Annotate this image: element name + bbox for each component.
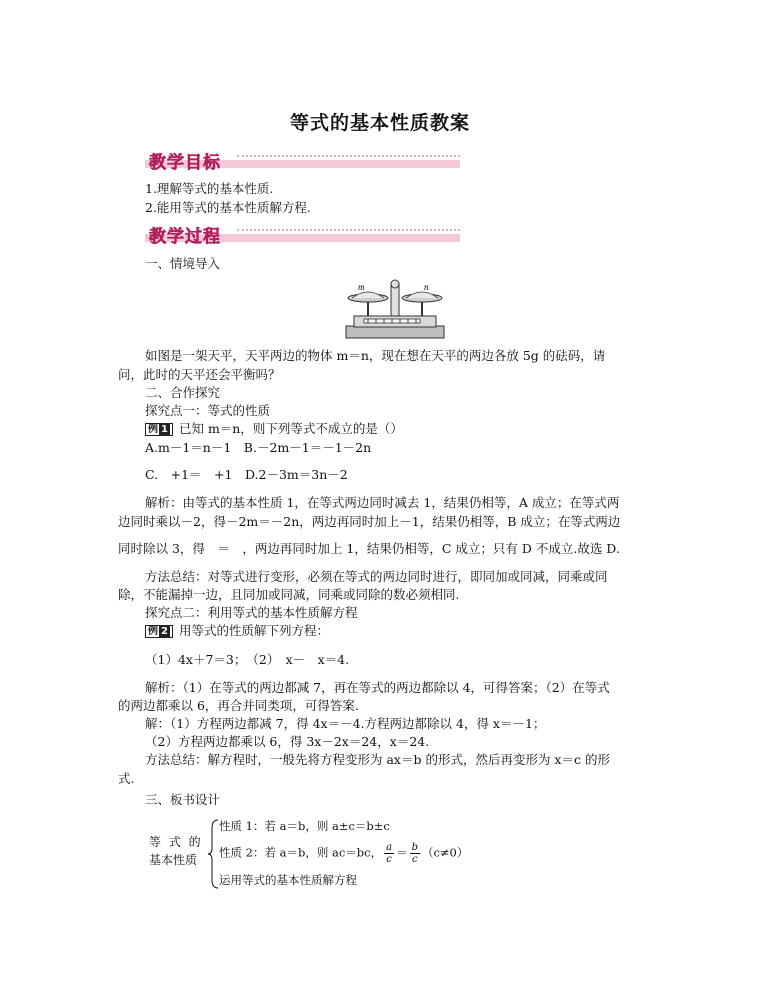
solution-line-2: （2）方程两边都乘以 6，得 3x－2x＝24，x＝24. [145, 734, 430, 749]
example2-question: 用等式的性质解下列方程： [178, 623, 329, 638]
example1-options-ab: A.m－1＝n－1 B.－2m－1＝－1－2n [145, 440, 372, 455]
summary2-line-1: 方法总结：解方程时，一般先将方程变形为 ax＝b 的形式，然后再变形为 x＝c 的形 [145, 752, 610, 767]
example2 [145, 623, 329, 639]
property-3: 运用等式的基本性质解方程 [219, 873, 357, 887]
point2-heading: 探究点二：利用等式的基本性质解方程 [145, 605, 358, 620]
example1-question: 已知 m＝n，则下列等式不成立的是（） [178, 421, 403, 436]
analysis1-line-2: 边同时乘以－2，得－2m＝－2n，两边再同时加上－1，结果仍相等，B 成立；在等式两边 [118, 514, 621, 529]
scale-label-m: m [358, 282, 365, 292]
frac-a-over-c: $\frac{a}{c}$ [386, 842, 393, 865]
frac-b-over-c: $\frac{b}{c}$ [411, 842, 418, 865]
brace-icon [207, 818, 219, 890]
point1-heading: 探究点一：等式的性质 [145, 403, 271, 418]
process-banner-label: 教学过程 [149, 227, 221, 247]
example2-tag: 例 2 [145, 625, 173, 638]
analysis2-line-2: 的两边都乘以 6，再合并同类项，可得答案. [118, 698, 359, 713]
goal-1: 1.理解等式的基本性质. [145, 181, 274, 196]
example1 [145, 421, 403, 437]
balance-scale-illustration [340, 276, 450, 340]
example1-options-cd: C. +1＝ +1 D.2－3m＝3n－2 [145, 467, 348, 482]
process-banner [145, 224, 460, 247]
summary1-line-1: 方法总结：对等式进行变形，必须在等式的两边同时进行，即同加或同减，同乘或同 [145, 569, 608, 584]
scale-label-n: n [424, 282, 429, 292]
board-title-line-1: 等 式 的 [149, 835, 203, 849]
goals-banner [145, 150, 460, 173]
property-1: 性质 1：若 a＝b，则 a±c＝b±c [219, 819, 390, 833]
summary1-line-2: 除，不能漏掉一边，且同加或同减，同乘或同除的数必须相同. [118, 587, 460, 602]
board-design [145, 818, 505, 890]
intro-line-1: 如图是一架天平，天平两边的物体 m＝n，现在想在天平的两边各放 5g 的砝码，请 [145, 348, 606, 363]
solution-line-1: 解：（1）方程两边都减 7，得 4x＝－4.方程两边都除以 4，得 x＝－1； [145, 716, 546, 731]
example2-equations: （1）4x＋7＝3； （2） x－ x＝4. [145, 652, 350, 667]
part2-heading: 二、合作探究 [145, 385, 221, 400]
goal-2: 2.能用等式的基本性质解方程. [145, 200, 311, 215]
example1-tag: 例 1 [145, 423, 173, 436]
part1-heading: 一、情境导入 [145, 256, 221, 271]
board-title-line-2: 基本性质 [149, 853, 198, 867]
analysis1-line-3: 同时除以 3，得 ＝ ，两边再同时加上 1，结果仍相等，C 成立；只有 D 不成立.故选 D. [118, 541, 620, 556]
analysis1-line-1: 解析：由等式的基本性质 1，在等式两边同时减去 1，结果仍相等，A 成立；在等式两 [145, 495, 620, 510]
analysis2-line-1: 解析：（1）在等式的两边都减 7，再在等式的两边都除以 4，可得答案；（2）在等式 [145, 680, 610, 695]
page-title: 等式的基本性质教案 [290, 112, 471, 134]
goals-banner-label: 教学目标 [149, 153, 221, 173]
part3-heading: 三、板书设计 [145, 792, 221, 807]
property-2: 性质 2：若 a＝b，则 ac＝bc， $\frac{a}{c}$ ＝ $\frac{b}{c}$ （c≠0） [219, 842, 469, 865]
summary2-line-2: 式. [118, 771, 135, 786]
intro-line-2: 问，此时的天平还会平衡吗？ [118, 367, 281, 382]
